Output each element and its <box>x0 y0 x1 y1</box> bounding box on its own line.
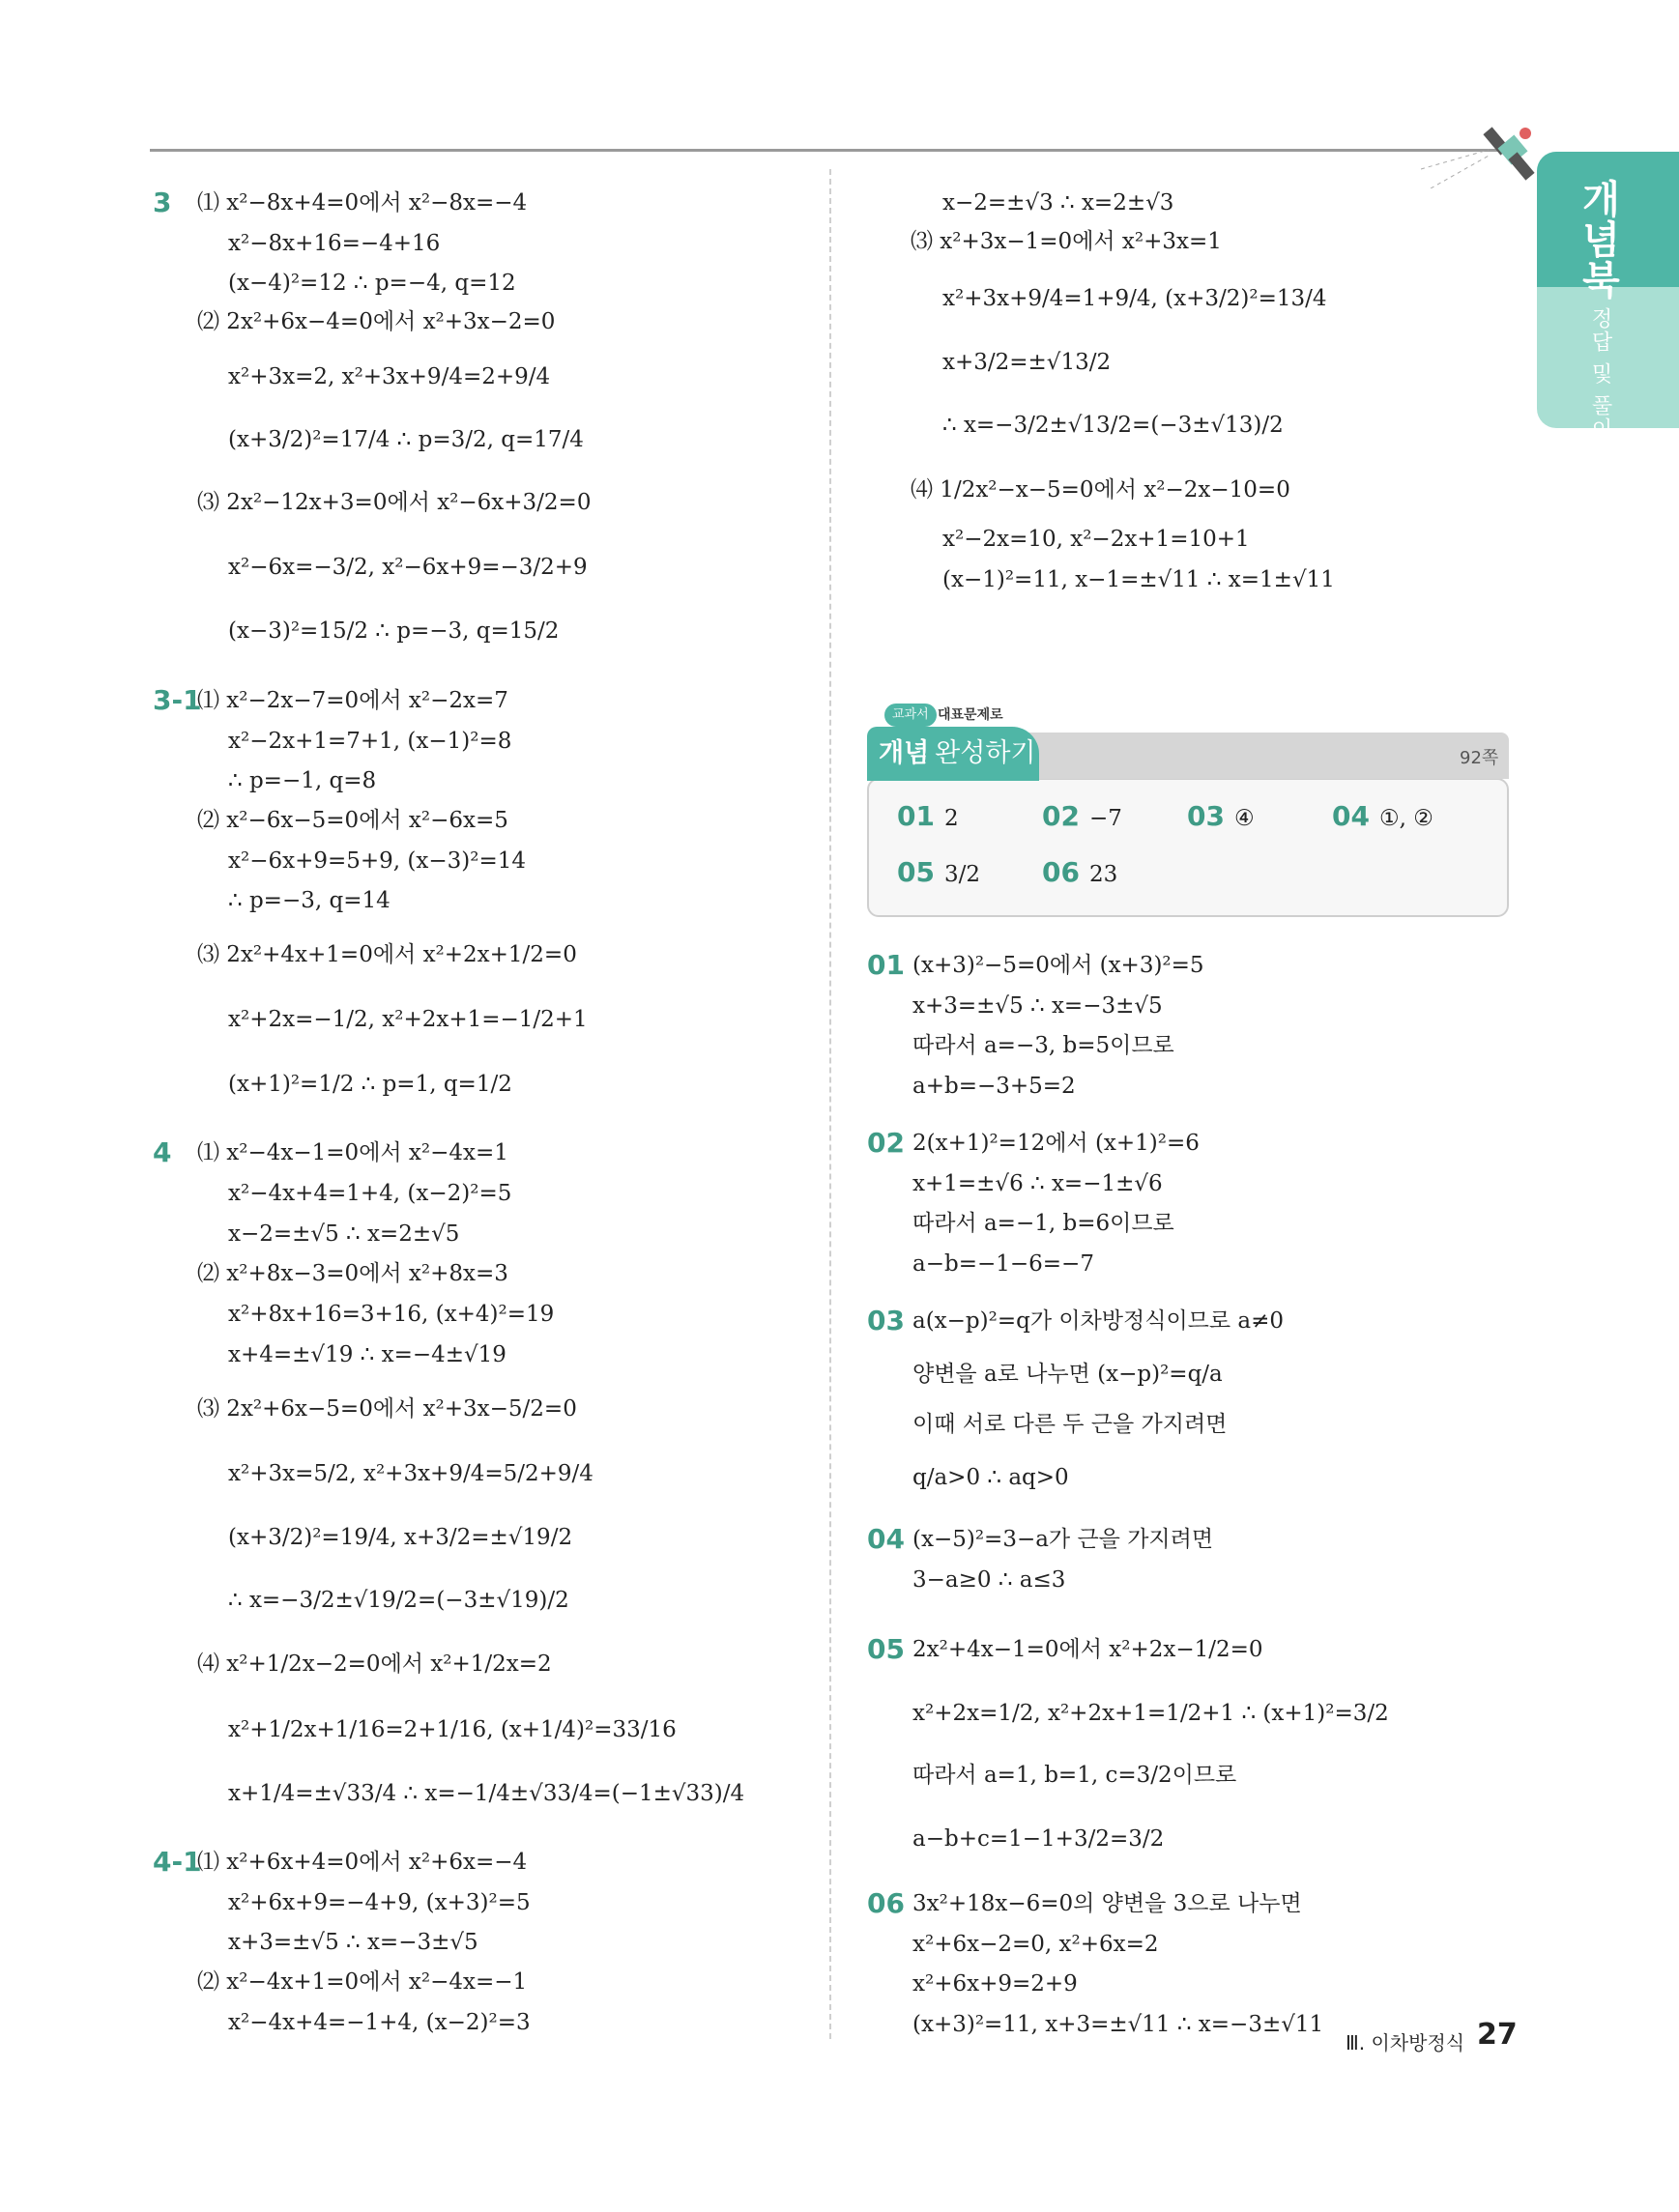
solution-line: ⑶ 2x²−12x+3=0에서 x²−6x+3/2=0 <box>197 490 592 515</box>
solution-line: (x−1)²=11, x−1=±√11 ∴ x=1±√11 <box>942 567 1335 592</box>
solution-line: x+3=±√5 ∴ x=−3±√5 <box>912 993 1163 1019</box>
solution-line: ∴ x=−3/2±√19/2=(−3±√19)/2 <box>228 1588 569 1613</box>
solution-line: x−2=±√5 ∴ x=2±√5 <box>228 1221 460 1247</box>
solution-line: x+4=±√19 ∴ x=−4±√19 <box>228 1342 507 1367</box>
solution-line: 이때 서로 다른 두 근을 가지려면 <box>912 1412 1228 1437</box>
problem-number: 05 <box>867 1633 905 1665</box>
solution-line: ⑵ x²−6x−5=0에서 x²−6x=5 <box>197 808 508 833</box>
solution-line: x²−4x+4=−1+4, (x−2)²=3 <box>228 2010 531 2035</box>
solution-line: a−b+c=1−1+3/2=3/2 <box>912 1826 1165 1852</box>
textbook-badge: 교과서 <box>884 704 937 727</box>
solution-line: ⑵ x²+8x−3=0에서 x²+8x=3 <box>197 1261 508 1286</box>
problem-number: 04 <box>867 1523 905 1555</box>
solution-line: ⑴ x²+6x+4=0에서 x²+6x=−4 <box>197 1850 528 1875</box>
solution-line: ⑵ 2x²+6x−4=0에서 x²+3x−2=0 <box>197 309 556 334</box>
solution-line: ∴ p=−3, q=14 <box>228 888 391 913</box>
solution-line: ∴ p=−1, q=8 <box>228 768 377 793</box>
solution-line: x²+2x=1/2, x²+2x+1=1/2+1 ∴ (x+1)²=3/2 <box>912 1701 1389 1726</box>
problem-number: 3 <box>153 187 172 218</box>
problem-number: 4 <box>153 1136 172 1168</box>
answer-box-title: 개념 완성하기 <box>867 727 1039 781</box>
solution-line: x²+6x+9=−4+9, (x+3)²=5 <box>228 1890 531 1915</box>
badge-caption: 대표문제로 <box>938 707 1003 723</box>
solution-line: x²−4x+4=1+4, (x−2)²=5 <box>228 1181 512 1206</box>
solution-line: x²+6x−2=0, x²+6x=2 <box>912 1932 1159 1957</box>
solution-line: ⑵ x²−4x+1=0에서 x²−4x=−1 <box>197 1969 528 1995</box>
solution-line: a(x−p)²=q가 이차방정식이므로 a≠0 <box>912 1308 1285 1334</box>
solution-line: (x−5)²=3−a가 근을 가지려면 <box>912 1527 1214 1552</box>
answer-item: 02 −7 <box>1042 800 1122 832</box>
solution-line: 3x²+18x−6=0의 양변을 3으로 나누면 <box>912 1891 1302 1916</box>
solution-line: (x+1)²=1/2 ∴ p=1, q=1/2 <box>228 1072 512 1097</box>
solution-line: x²−2x=10, x²−2x+1=10+1 <box>942 527 1250 552</box>
answer-item: 05 3/2 <box>897 856 980 888</box>
solution-line: x+1/4=±√33/4 ∴ x=−1/4±√33/4=(−1±√33)/4 <box>228 1781 745 1806</box>
solution-line: a−b=−1−6=−7 <box>912 1251 1094 1277</box>
side-tab-label: 개념북 <box>1576 179 1620 301</box>
solution-line: 2(x+1)²=12에서 (x+1)²=6 <box>912 1131 1200 1156</box>
solution-line: 2x²+4x−1=0에서 x²+2x−1/2=0 <box>912 1637 1263 1662</box>
chapter-title: Ⅲ. 이차방정식 <box>1346 2031 1465 2054</box>
solution-line: (x+3)²=11, x+3=±√11 ∴ x=−3±√11 <box>912 2012 1324 2037</box>
solution-line: x²+3x=5/2, x²+3x+9/4=5/2+9/4 <box>228 1461 593 1486</box>
solution-line: ⑴ x²−4x−1=0에서 x²−4x=1 <box>197 1140 508 1165</box>
satellite-icon <box>1421 116 1537 188</box>
solution-line: (x−3)²=15/2 ∴ p=−3, q=15/2 <box>228 618 560 644</box>
answer-item: 03 ④ <box>1187 800 1255 832</box>
solution-line: (x+3)²−5=0에서 (x+3)²=5 <box>912 953 1204 978</box>
answer-box <box>867 778 1509 917</box>
problem-number: 4-1 <box>153 1846 202 1878</box>
solution-line: ⑶ x²+3x−1=0에서 x²+3x=1 <box>911 229 1222 254</box>
solution-line: (x+3/2)²=17/4 ∴ p=3/2, q=17/4 <box>228 427 584 452</box>
answer-item: 06 23 <box>1042 856 1118 888</box>
solution-line: x²+3x+9/4=1+9/4, (x+3/2)²=13/4 <box>942 286 1327 311</box>
solution-line: 3−a≥0 ∴ a≤3 <box>912 1567 1066 1593</box>
solution-line: x²−8x+16=−4+16 <box>228 231 441 256</box>
solution-line: x−2=±√3 ∴ x=2±√3 <box>942 190 1174 215</box>
answer-item: 04 ①, ② <box>1332 800 1433 832</box>
solution-line: x+3/2=±√13/2 <box>942 350 1112 375</box>
solution-line: x²−6x=−3/2, x²−6x+9=−3/2+9 <box>228 555 588 580</box>
solution-line: ⑴ x²−2x−7=0에서 x²−2x=7 <box>197 688 508 713</box>
problem-number: 01 <box>867 949 905 981</box>
solution-line: 따라서 a=−1, b=6이므로 <box>912 1211 1174 1236</box>
solution-line: 따라서 a=−3, b=5이므로 <box>912 1033 1174 1058</box>
solution-line: q/a>0 ∴ aq>0 <box>912 1465 1069 1490</box>
top-rule <box>150 149 1508 152</box>
solution-line: ⑷ x²+1/2x−2=0에서 x²+1/2x=2 <box>197 1652 552 1677</box>
problem-number: 3-1 <box>153 684 202 716</box>
page-reference: 92쪽 <box>1460 748 1499 768</box>
solution-line: ⑶ 2x²+6x−5=0에서 x²+3x−5/2=0 <box>197 1396 577 1422</box>
solution-line: x+3=±√5 ∴ x=−3±√5 <box>228 1930 478 1955</box>
solution-line: x²−2x+1=7+1, (x−1)²=8 <box>228 729 512 754</box>
side-tab-subtitle: 정답 및 풀이 <box>1588 307 1612 441</box>
problem-number: 02 <box>867 1127 905 1159</box>
solution-line: ⑷ 1/2x²−x−5=0에서 x²−2x−10=0 <box>911 477 1290 503</box>
solution-line: x+1=±√6 ∴ x=−1±√6 <box>912 1171 1163 1196</box>
solution-line: a+b=−3+5=2 <box>912 1074 1076 1099</box>
problem-number: 06 <box>867 1887 905 1919</box>
page-number: 27 <box>1477 2018 1518 2052</box>
solution-line: (x+3/2)²=19/4, x+3/2=±√19/2 <box>228 1525 573 1550</box>
solution-line: x²+3x=2, x²+3x+9/4=2+9/4 <box>228 364 551 389</box>
solution-line: ⑴ x²−8x+4=0에서 x²−8x=−4 <box>197 190 528 215</box>
solution-line: x²+6x+9=2+9 <box>912 1971 1078 1997</box>
problem-number: 03 <box>867 1305 905 1336</box>
answer-item: 01 2 <box>897 800 959 832</box>
solution-line: x²+2x=−1/2, x²+2x+1=−1/2+1 <box>228 1007 588 1032</box>
solution-line: x²+1/2x+1/16=2+1/16, (x+1/4)²=33/16 <box>228 1717 677 1742</box>
solution-line: 양변을 a로 나누면 (x−p)²=q/a <box>912 1362 1223 1387</box>
solution-line: (x−4)²=12 ∴ p=−4, q=12 <box>228 271 516 296</box>
solution-line: ⑶ 2x²+4x+1=0에서 x²+2x+1/2=0 <box>197 942 577 967</box>
solution-line: ∴ x=−3/2±√13/2=(−3±√13)/2 <box>942 413 1284 438</box>
solution-line: x²+8x+16=3+16, (x+4)²=19 <box>228 1302 555 1327</box>
column-divider <box>829 169 831 2039</box>
solution-line: x²−6x+9=5+9, (x−3)²=14 <box>228 848 526 874</box>
solution-line: 따라서 a=1, b=1, c=3/2이므로 <box>912 1763 1237 1788</box>
